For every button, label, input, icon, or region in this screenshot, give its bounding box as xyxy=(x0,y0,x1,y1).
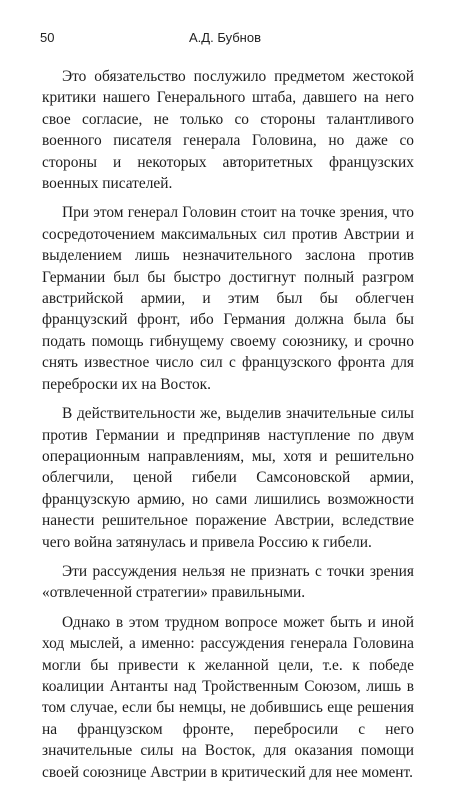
paragraph: Это обязательство послужило предметом жестокой критики нашего Генерального штаба, давшего на него свое согласие, не только со стороны талантливого военного писателя генерала Головина, но даже со стороны и некоторых авторитетных французских военных писателей. xyxy=(42,68,414,193)
body-text xyxy=(42,66,414,791)
page-header xyxy=(40,30,410,48)
running-head: А.Д. Бубнов xyxy=(189,30,261,45)
paragraph: Эти рассуждения нельзя не признать с точки зрения «отвлеченной стратегии» правильными. xyxy=(42,562,414,602)
paragraph: При этом генерал Головин стоит на точке зрения, что сосредоточением максимальных сил против Австрии и выделением лишь незначительного заслона против Германии был бы быстро достигнут полный разгром австрийской армии, и этим был бы облегчен французский фронт, ибо Германия должна была бы подать помощь гибнущему своему союзнику, и срочно снять известное число сил с французского фронта для переброски их на Восток. xyxy=(42,204,414,393)
page-number: 50 xyxy=(40,30,55,45)
paragraph: В действительности же, выделив значительные силы против Германии и предприняв наступление по двум операционным направлениям, мы, хотя и решительно облегчили, ценой гибели Самсоновской армии, французскую армию, но сами лишились возможности нанести решительное поражение Австрии, вследствие чего война затянулась и привела Россию к гибели. xyxy=(42,405,414,551)
paragraph: Однако в этом трудном вопросе может быть и иной ход мыслей, а именно: рассуждения генерала Головина могли бы привести к желанной цели, т.е. к победе коалиции Антанты над Тройственным Союзом, лишь в том случае, если бы немцы, не добившись еще решения на французском фронте, перебросили с него значительные силы на Восток, для оказания помощи своей союзнице Австрии в критический для нее момент. xyxy=(42,613,414,781)
